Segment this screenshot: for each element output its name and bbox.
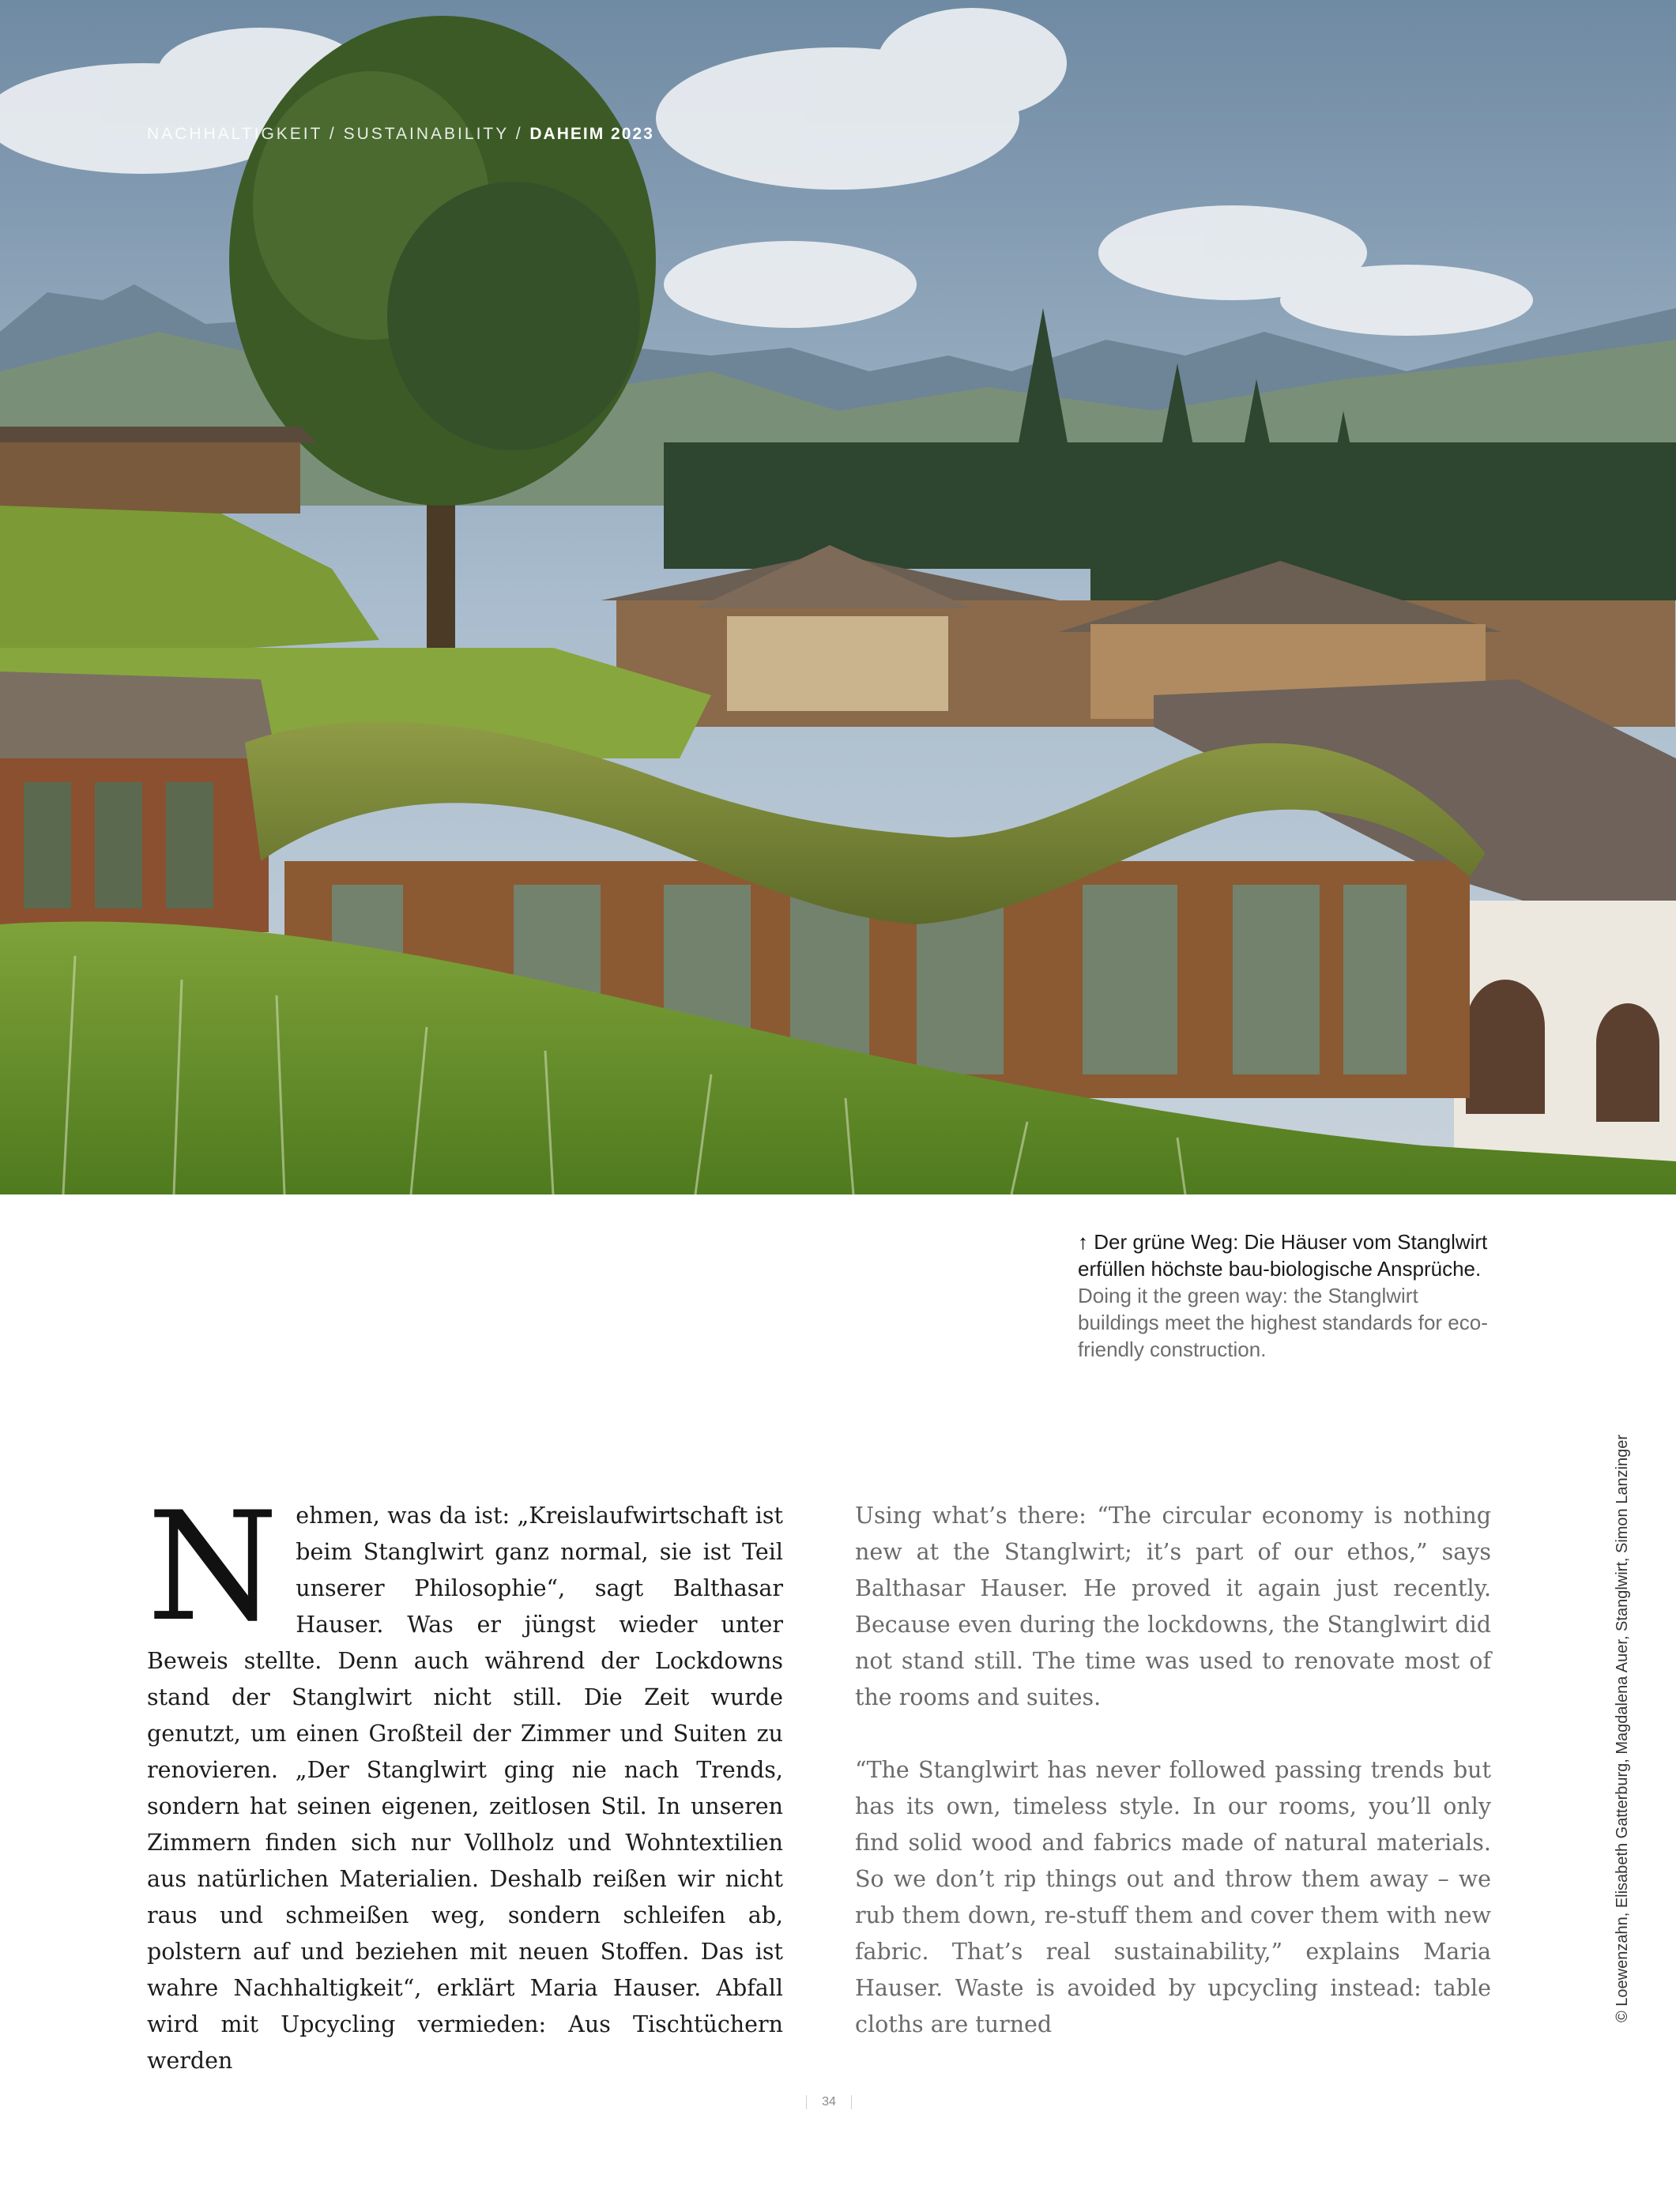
running-head (147, 125, 654, 144)
article-column-english (855, 1498, 1491, 2079)
running-head-issue: DAHEIM 2023 (529, 125, 654, 143)
article-paragraph-english-2: “The Stanglwirt has never followed passing trends but has its own, timeless style. In our rooms, you’ll only find solid wood and fabrics made of natural materials. So we don’t rip things out and throw them away – we rub them down, re-stuff them and cover them with new fabric. That’s real sustainability,” explains Maria Hauser. Waste is avoided by upcycling instead: table cloths are turned (855, 1757, 1491, 2037)
photo-caption (1078, 1228, 1505, 1363)
caption-english: Doing it the green way: the Stanglwirt buildings meet the highest standards for eco-friendly construction. (1078, 1284, 1488, 1361)
photo-credit: © Loewenzahn, Elisabeth Gatterburg, Magdalena Auer, Stanglwirt, Simon Lanzinger (1614, 1434, 1631, 2022)
article-paragraph-english-1: Using what’s there: “The circular economy is nothing new at the Stanglwirt; it’s part of our ethos,” says Balthasar Hauser. He proved it again just recently. Because even during the lockdowns, the Stanglwirt did not stand still. The time was used to renovate most of the rooms and suites. (855, 1503, 1491, 1710)
article-text-german: ehmen, was da ist: „Kreislaufwirtschaft ist beim Stanglwirt ganz normal, sie ist Teil unserer Philosophie“, sagt Balthasar Hauser. Was er jüngst wieder unter Beweis stellte. Denn auch während der Lockdowns stand der Stanglwirt nicht still. Die Zeit wurde genutzt, um einen Großteil der Zimmer und Suiten zu renovieren. „Der Stanglwirt ging nie nach Trends, sondern hat seinen eigenen, zeitlosen Stil. In unseren Zimmern finden sich nur Vollholz und Wohntextilien aus natürlichen Materialien. Deshalb reißen wir nicht raus und schmeißen weg, sondern schleifen ab, polstern auf und beziehen mit neuen Stoffen. Das ist wahre Nachhaltigkeit“, erklärt Maria Hauser. Abfall wird mit Upcycling vermieden: Aus Tischtüchern werden (147, 1503, 783, 2074)
running-head-section: NACHHALTIGKEIT / SUSTAINABILITY / (147, 125, 530, 143)
caption-german: Der grüne Weg: Die Häuser vom Stanglwirt erfüllen höchste bau-biologische Ansprüche. (1078, 1230, 1488, 1281)
article-column-german (147, 1480, 783, 2079)
article-paragraph-german (147, 1480, 783, 2079)
page-number: 34 (806, 2095, 852, 2109)
drop-cap: N (147, 1480, 279, 1654)
arrow-up-icon: ↑ (1078, 1230, 1088, 1254)
